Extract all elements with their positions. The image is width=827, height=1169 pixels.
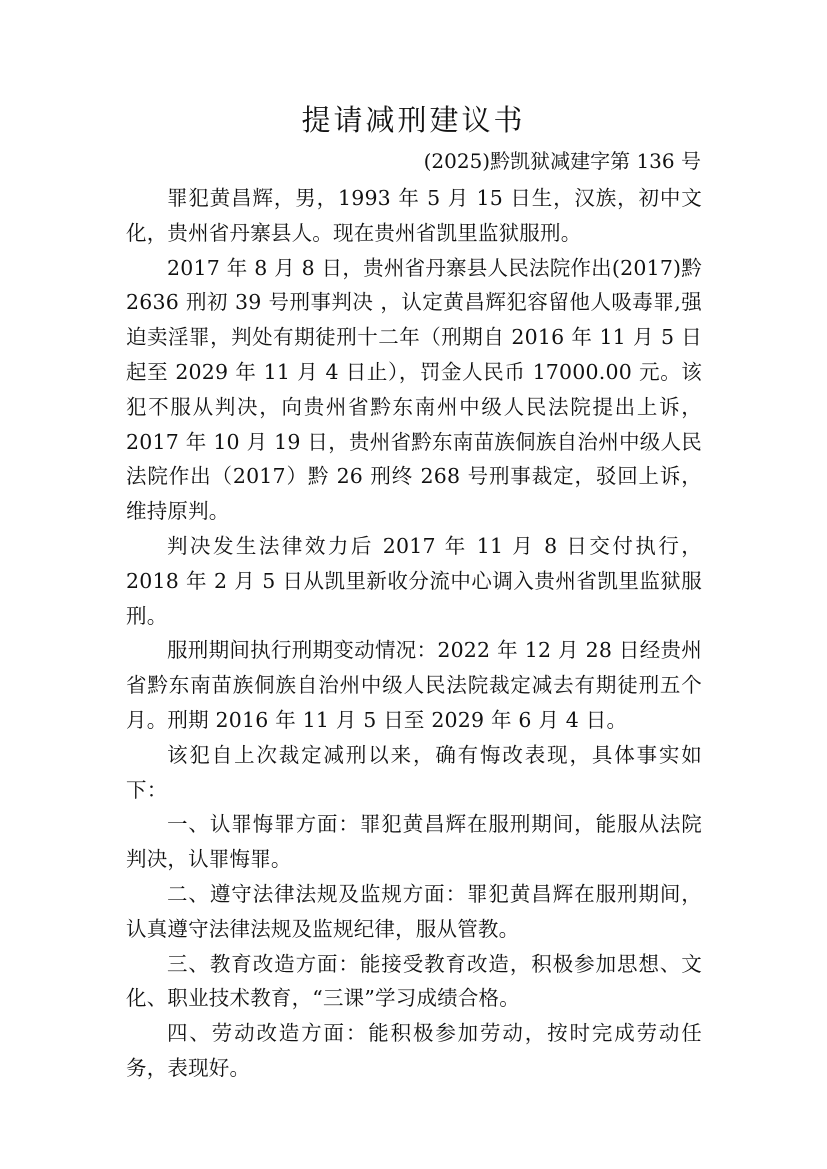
paragraph-education: 三、教育改造方面：能接受教育改造，积极参加思想、文化、职业技术教育，“三课”学习成绩合格。 (126, 951, 702, 1011)
document-title: 提请减刑建议书 (301, 103, 526, 137)
paragraph-labor: 四、劳动改造方面：能积极参加劳动，按时完成劳动任务，表现好。 (126, 1021, 702, 1080)
document-number: (2025)黔凯狱减建字第 136 号 (423, 149, 701, 173)
paragraph-law-compliance: 二、遵守法律法规及监规方面：罪犯黄昌辉在服刑期间，认真遵守法律法规及监规纪律，服从管教。 (126, 881, 702, 941)
paragraph-judgment: 2017 年 8 月 8 日，贵州省丹寨县人民法院作出(2017)黔 2636 刑初 39 号刑事判决 ，认定黄昌辉犯容留他人吸毒罪,强迫卖淫罪，判处有期徒刑十二年（刑期自 2016 年 11 月 5 日起至 2029 年 11 月 4 日止），罚金人民币 17000.00 元。该犯不服从判决，向贵州省黔东南州中级人民法院提出上诉，2017 年 10 月 19 日，贵州省黔东南苗族侗族自治州中级人民法院作出（2017）黔 26 刑终 268 号刑事裁定，驳回上诉，维持原判。 (126, 255, 702, 524)
document-body (126, 181, 702, 1086)
paragraph-repentance-intro: 该犯自上次裁定减刑以来，确有悔改表现，具体事实如下： (126, 742, 702, 802)
paragraph-execution: 判决发生法律效力后 2017 年 11 月 8 日交付执行，2018 年 2 月 5 日从凯里新收分流中心调入贵州省凯里监狱服刑。 (126, 533, 702, 628)
paragraph-sentence-change: 服刑期间执行刑期变动情况：2022 年 12 月 28 日经贵州省黔东南苗族侗族自治州中级人民法院裁定减去有期徒刑五个月。刑期 2016 年 11 月 5 日至 2029 年 6 月 4 日。 (126, 638, 702, 732)
paragraph-admission-of-guilt: 一、认罪悔罪方面：罪犯黄昌辉在服刑期间，能服从法院判决，认罪悔罪。 (126, 812, 702, 872)
paragraph-criminal-info: 罪犯黄昌辉，男，1993 年 5 月 15 日生，汉族，初中文化，贵州省丹寨县人。现在贵州省凯里监狱服刑。 (126, 186, 702, 245)
